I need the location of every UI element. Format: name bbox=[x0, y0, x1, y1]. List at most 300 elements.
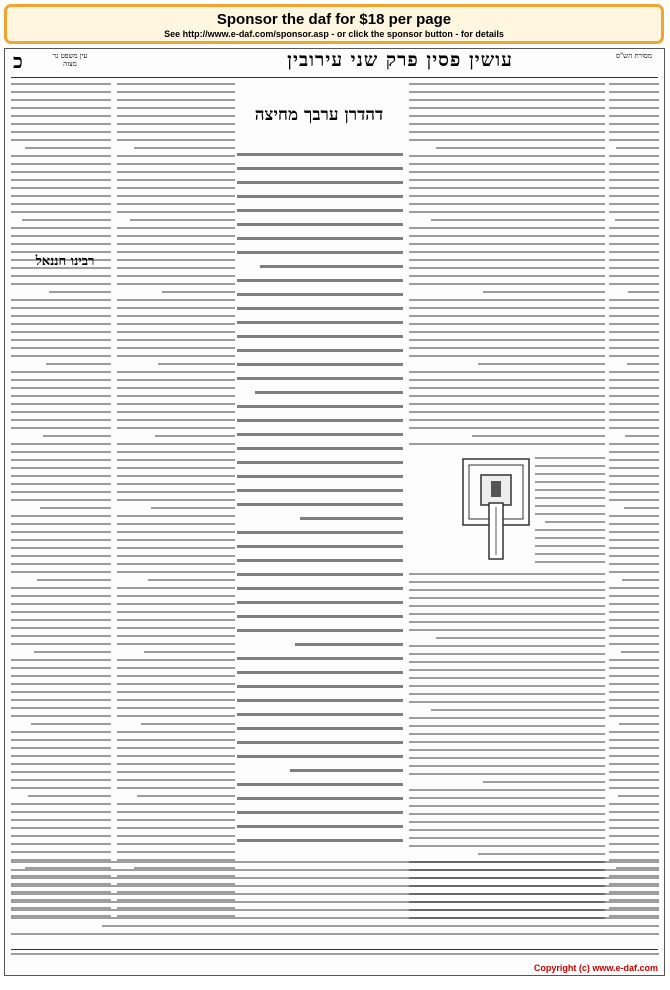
text-line bbox=[11, 739, 111, 741]
text-line bbox=[409, 91, 605, 93]
text-line bbox=[409, 765, 605, 767]
text-line bbox=[409, 621, 605, 623]
text-line bbox=[409, 379, 605, 381]
text-line bbox=[11, 707, 111, 709]
text-line bbox=[409, 195, 605, 197]
text-line bbox=[237, 237, 403, 240]
text-line bbox=[409, 685, 605, 687]
text-line bbox=[117, 419, 235, 421]
text-line bbox=[609, 547, 659, 549]
text-line bbox=[11, 747, 111, 749]
text-line bbox=[11, 155, 111, 157]
text-line bbox=[117, 115, 235, 117]
text-line bbox=[144, 651, 235, 653]
text-line bbox=[609, 787, 659, 789]
text-line bbox=[117, 267, 235, 269]
text-line bbox=[148, 579, 235, 581]
bottom-commentary bbox=[11, 861, 659, 941]
text-line bbox=[117, 403, 235, 405]
text-line bbox=[409, 283, 605, 285]
text-line bbox=[237, 629, 403, 632]
text-line bbox=[11, 211, 111, 213]
text-line bbox=[237, 685, 403, 688]
text-line bbox=[11, 339, 111, 341]
text-line bbox=[609, 355, 659, 357]
text-line bbox=[237, 349, 403, 352]
text-line bbox=[609, 595, 659, 597]
text-line bbox=[535, 545, 605, 547]
text-line bbox=[117, 171, 235, 173]
text-line bbox=[609, 819, 659, 821]
text-line bbox=[237, 167, 403, 170]
text-line bbox=[102, 925, 659, 927]
text-line bbox=[117, 123, 235, 125]
text-line bbox=[117, 411, 235, 413]
sponsor-title[interactable]: Sponsor the daf for $18 per page bbox=[216, 11, 452, 28]
text-line bbox=[409, 331, 605, 333]
text-line bbox=[609, 139, 659, 141]
text-line bbox=[117, 675, 235, 677]
text-line bbox=[117, 523, 235, 525]
text-line bbox=[34, 651, 111, 653]
text-line bbox=[609, 571, 659, 573]
text-line bbox=[11, 371, 111, 373]
text-line bbox=[11, 443, 111, 445]
text-line bbox=[11, 787, 111, 789]
ein-mishpat-label: עין משפט נר מצוה bbox=[52, 52, 88, 68]
text-line bbox=[609, 539, 659, 541]
text-line bbox=[11, 99, 111, 101]
text-line bbox=[11, 587, 111, 589]
text-line bbox=[237, 461, 403, 464]
text-line bbox=[117, 323, 235, 325]
text-line bbox=[609, 395, 659, 397]
text-line bbox=[117, 131, 235, 133]
text-line bbox=[409, 427, 605, 429]
text-line bbox=[609, 843, 659, 845]
text-line bbox=[117, 683, 235, 685]
text-line bbox=[117, 635, 235, 637]
text-line bbox=[628, 291, 659, 293]
text-line bbox=[609, 195, 659, 197]
text-line bbox=[609, 747, 659, 749]
text-line bbox=[609, 211, 659, 213]
text-line bbox=[11, 203, 111, 205]
text-line bbox=[117, 259, 235, 261]
text-line bbox=[162, 291, 235, 293]
text-line bbox=[409, 589, 605, 591]
text-line bbox=[609, 387, 659, 389]
text-line bbox=[117, 747, 235, 749]
text-line bbox=[117, 611, 235, 613]
text-line bbox=[117, 299, 235, 301]
text-line bbox=[535, 537, 605, 539]
text-line bbox=[11, 171, 111, 173]
text-line bbox=[237, 755, 403, 758]
text-line bbox=[237, 615, 403, 618]
text-line bbox=[409, 573, 605, 575]
text-line bbox=[609, 427, 659, 429]
text-line bbox=[609, 499, 659, 501]
text-line bbox=[11, 901, 659, 903]
text-line bbox=[609, 707, 659, 709]
text-line bbox=[11, 195, 111, 197]
text-line bbox=[609, 675, 659, 677]
text-line bbox=[609, 459, 659, 461]
text-line bbox=[11, 499, 111, 501]
text-line bbox=[609, 419, 659, 421]
text-line bbox=[11, 131, 111, 133]
text-line bbox=[117, 827, 235, 829]
text-line bbox=[609, 483, 659, 485]
text-line bbox=[609, 555, 659, 557]
text-line bbox=[237, 209, 403, 212]
text-line bbox=[609, 179, 659, 181]
text-line bbox=[11, 635, 111, 637]
text-line bbox=[535, 505, 605, 507]
text-line bbox=[237, 797, 403, 800]
text-line bbox=[11, 933, 659, 935]
text-line bbox=[409, 443, 605, 445]
text-line bbox=[237, 531, 403, 534]
text-line bbox=[117, 603, 235, 605]
text-line bbox=[609, 267, 659, 269]
footer-rule bbox=[11, 949, 658, 950]
text-line bbox=[478, 363, 605, 365]
text-line bbox=[11, 819, 111, 821]
text-line bbox=[409, 323, 605, 325]
text-line bbox=[117, 699, 235, 701]
sponsor-subtitle[interactable]: See http://www.e-daf.com/sponsor.asp - or click the sponsor button - for details bbox=[164, 29, 504, 39]
text-line bbox=[409, 155, 605, 157]
text-line bbox=[11, 379, 111, 381]
text-line bbox=[117, 803, 235, 805]
text-line bbox=[117, 83, 235, 85]
text-line bbox=[11, 627, 111, 629]
text-line bbox=[237, 321, 403, 324]
text-line bbox=[237, 601, 403, 604]
text-line bbox=[11, 483, 111, 485]
text-line bbox=[11, 691, 111, 693]
text-line bbox=[609, 699, 659, 701]
text-line bbox=[117, 555, 235, 557]
text-line bbox=[609, 643, 659, 645]
text-line bbox=[535, 553, 605, 555]
text-line bbox=[609, 155, 659, 157]
text-line bbox=[409, 355, 605, 357]
text-line bbox=[535, 457, 605, 459]
gemara-column bbox=[237, 153, 403, 853]
text-line bbox=[117, 619, 235, 621]
text-line bbox=[627, 363, 660, 365]
text-line bbox=[11, 459, 111, 461]
text-line bbox=[483, 291, 605, 293]
text-line bbox=[237, 839, 403, 842]
text-line bbox=[117, 627, 235, 629]
text-line bbox=[31, 723, 111, 725]
text-line bbox=[117, 203, 235, 205]
text-line bbox=[609, 659, 659, 661]
text-line bbox=[117, 467, 235, 469]
text-line bbox=[409, 837, 605, 839]
text-line bbox=[11, 347, 111, 349]
text-line bbox=[137, 795, 235, 797]
text-line bbox=[609, 851, 659, 853]
text-line bbox=[11, 755, 111, 757]
text-line bbox=[609, 315, 659, 317]
text-line bbox=[409, 123, 605, 125]
text-line bbox=[11, 387, 111, 389]
text-line bbox=[11, 603, 111, 605]
text-line bbox=[237, 195, 403, 198]
text-line bbox=[237, 279, 403, 282]
text-line bbox=[409, 821, 605, 823]
text-line bbox=[237, 825, 403, 828]
text-line bbox=[609, 667, 659, 669]
text-line bbox=[609, 443, 659, 445]
text-line bbox=[609, 243, 659, 245]
text-line bbox=[11, 563, 111, 565]
text-line bbox=[117, 211, 235, 213]
text-line bbox=[237, 741, 403, 744]
text-line bbox=[609, 763, 659, 765]
text-line bbox=[130, 219, 235, 221]
text-line bbox=[290, 769, 403, 772]
text-line bbox=[11, 843, 111, 845]
text-line bbox=[11, 523, 111, 525]
text-line bbox=[409, 581, 605, 583]
text-line bbox=[436, 637, 605, 639]
text-line bbox=[117, 315, 235, 317]
text-line bbox=[117, 811, 235, 813]
text-line bbox=[237, 307, 403, 310]
text-line bbox=[237, 433, 403, 436]
text-line bbox=[11, 163, 111, 165]
text-line bbox=[609, 451, 659, 453]
text-line bbox=[11, 283, 111, 285]
text-line bbox=[117, 763, 235, 765]
text-line bbox=[609, 259, 659, 261]
text-line bbox=[117, 571, 235, 573]
text-line bbox=[609, 531, 659, 533]
running-head: עושין פסין פרק שני עירובין bbox=[287, 49, 513, 71]
text-line bbox=[117, 331, 235, 333]
text-line bbox=[11, 715, 111, 717]
text-line bbox=[117, 475, 235, 477]
text-line bbox=[409, 131, 605, 133]
text-line bbox=[11, 403, 111, 405]
text-line bbox=[11, 571, 111, 573]
text-line bbox=[237, 447, 403, 450]
text-line bbox=[134, 147, 235, 149]
text-line bbox=[237, 783, 403, 786]
text-line bbox=[545, 521, 605, 523]
text-line bbox=[409, 251, 605, 253]
text-line bbox=[260, 265, 403, 268]
text-line bbox=[535, 481, 605, 483]
text-line bbox=[117, 819, 235, 821]
text-line bbox=[409, 99, 605, 101]
text-line bbox=[535, 513, 605, 515]
text-line bbox=[409, 139, 605, 141]
text-line bbox=[409, 749, 605, 751]
page-header bbox=[5, 49, 664, 77]
text-line bbox=[237, 293, 403, 296]
sponsor-banner[interactable] bbox=[4, 4, 664, 44]
text-line bbox=[409, 813, 605, 815]
text-line bbox=[409, 789, 605, 791]
text-line bbox=[117, 307, 235, 309]
text-line bbox=[117, 707, 235, 709]
text-line bbox=[409, 717, 605, 719]
text-line bbox=[117, 659, 235, 661]
text-line bbox=[11, 861, 659, 863]
text-line bbox=[11, 659, 111, 661]
text-line bbox=[609, 91, 659, 93]
rashi-column bbox=[409, 83, 605, 453]
text-line bbox=[117, 179, 235, 181]
text-line bbox=[117, 187, 235, 189]
text-line bbox=[609, 227, 659, 229]
text-line bbox=[409, 677, 605, 679]
text-line bbox=[609, 411, 659, 413]
text-line bbox=[609, 739, 659, 741]
text-line bbox=[409, 163, 605, 165]
text-line bbox=[295, 643, 403, 646]
text-line bbox=[409, 235, 605, 237]
text-line bbox=[609, 203, 659, 205]
text-line bbox=[609, 163, 659, 165]
text-line bbox=[117, 835, 235, 837]
text-line bbox=[609, 811, 659, 813]
text-line bbox=[117, 347, 235, 349]
text-line bbox=[609, 283, 659, 285]
text-line bbox=[117, 227, 235, 229]
copyright-notice[interactable]: Copyright (c) www.e-daf.com bbox=[533, 963, 658, 973]
text-line bbox=[117, 443, 235, 445]
text-line bbox=[483, 781, 605, 783]
text-line bbox=[409, 805, 605, 807]
talmud-page bbox=[4, 48, 665, 976]
text-line bbox=[117, 459, 235, 461]
text-line bbox=[11, 779, 111, 781]
text-line bbox=[609, 827, 659, 829]
text-line bbox=[409, 227, 605, 229]
text-line bbox=[409, 845, 605, 847]
text-line bbox=[409, 645, 605, 647]
text-line bbox=[117, 355, 235, 357]
text-line bbox=[117, 563, 235, 565]
text-line bbox=[622, 579, 659, 581]
text-line bbox=[409, 307, 605, 309]
text-line bbox=[619, 723, 659, 725]
text-line bbox=[117, 691, 235, 693]
text-line bbox=[11, 869, 659, 871]
text-line bbox=[117, 739, 235, 741]
text-line bbox=[11, 227, 111, 229]
text-line bbox=[25, 147, 111, 149]
text-line bbox=[409, 829, 605, 831]
courtyard-diagram bbox=[461, 457, 531, 567]
text-line bbox=[237, 573, 403, 576]
text-line bbox=[37, 579, 111, 581]
text-line bbox=[11, 411, 111, 413]
text-line bbox=[117, 251, 235, 253]
text-line bbox=[478, 853, 605, 855]
text-line bbox=[609, 563, 659, 565]
text-line bbox=[409, 613, 605, 615]
text-line bbox=[409, 797, 605, 799]
text-line bbox=[237, 223, 403, 226]
text-line bbox=[11, 331, 111, 333]
text-line bbox=[609, 83, 659, 85]
text-line bbox=[237, 475, 403, 478]
text-line bbox=[621, 651, 660, 653]
text-line bbox=[409, 179, 605, 181]
text-line bbox=[609, 307, 659, 309]
text-line bbox=[117, 283, 235, 285]
text-line bbox=[409, 411, 605, 413]
text-line bbox=[237, 405, 403, 408]
text-line bbox=[535, 529, 605, 531]
text-line bbox=[609, 347, 659, 349]
text-line bbox=[237, 419, 403, 422]
text-line bbox=[11, 115, 111, 117]
text-line bbox=[237, 713, 403, 716]
text-line bbox=[117, 499, 235, 501]
text-line bbox=[11, 885, 659, 887]
text-line bbox=[409, 741, 605, 743]
text-line bbox=[11, 355, 111, 357]
text-line bbox=[11, 123, 111, 125]
text-line bbox=[237, 181, 403, 184]
text-line bbox=[409, 725, 605, 727]
text-line bbox=[117, 731, 235, 733]
text-line bbox=[409, 259, 605, 261]
text-line bbox=[11, 851, 111, 853]
text-line bbox=[11, 763, 111, 765]
text-line bbox=[237, 545, 403, 548]
text-line bbox=[609, 379, 659, 381]
text-line bbox=[117, 427, 235, 429]
text-line bbox=[409, 653, 605, 655]
text-line bbox=[11, 893, 659, 895]
text-line bbox=[237, 363, 403, 366]
text-line bbox=[609, 107, 659, 109]
text-line bbox=[46, 363, 111, 365]
text-line bbox=[11, 835, 111, 837]
text-line bbox=[11, 675, 111, 677]
text-line bbox=[609, 779, 659, 781]
text-line bbox=[117, 643, 235, 645]
text-line bbox=[237, 153, 403, 156]
text-line bbox=[609, 475, 659, 477]
text-line bbox=[409, 347, 605, 349]
text-line bbox=[409, 115, 605, 117]
text-line bbox=[117, 163, 235, 165]
text-line bbox=[11, 531, 111, 533]
rabbeinu-chananel-title: רבינו חננאל bbox=[35, 254, 95, 269]
text-line bbox=[11, 419, 111, 421]
text-line bbox=[609, 715, 659, 717]
text-line bbox=[117, 139, 235, 141]
text-line bbox=[11, 515, 111, 517]
text-line bbox=[11, 107, 111, 109]
text-line bbox=[409, 275, 605, 277]
text-line bbox=[11, 235, 111, 237]
text-line bbox=[609, 803, 659, 805]
text-line bbox=[409, 773, 605, 775]
